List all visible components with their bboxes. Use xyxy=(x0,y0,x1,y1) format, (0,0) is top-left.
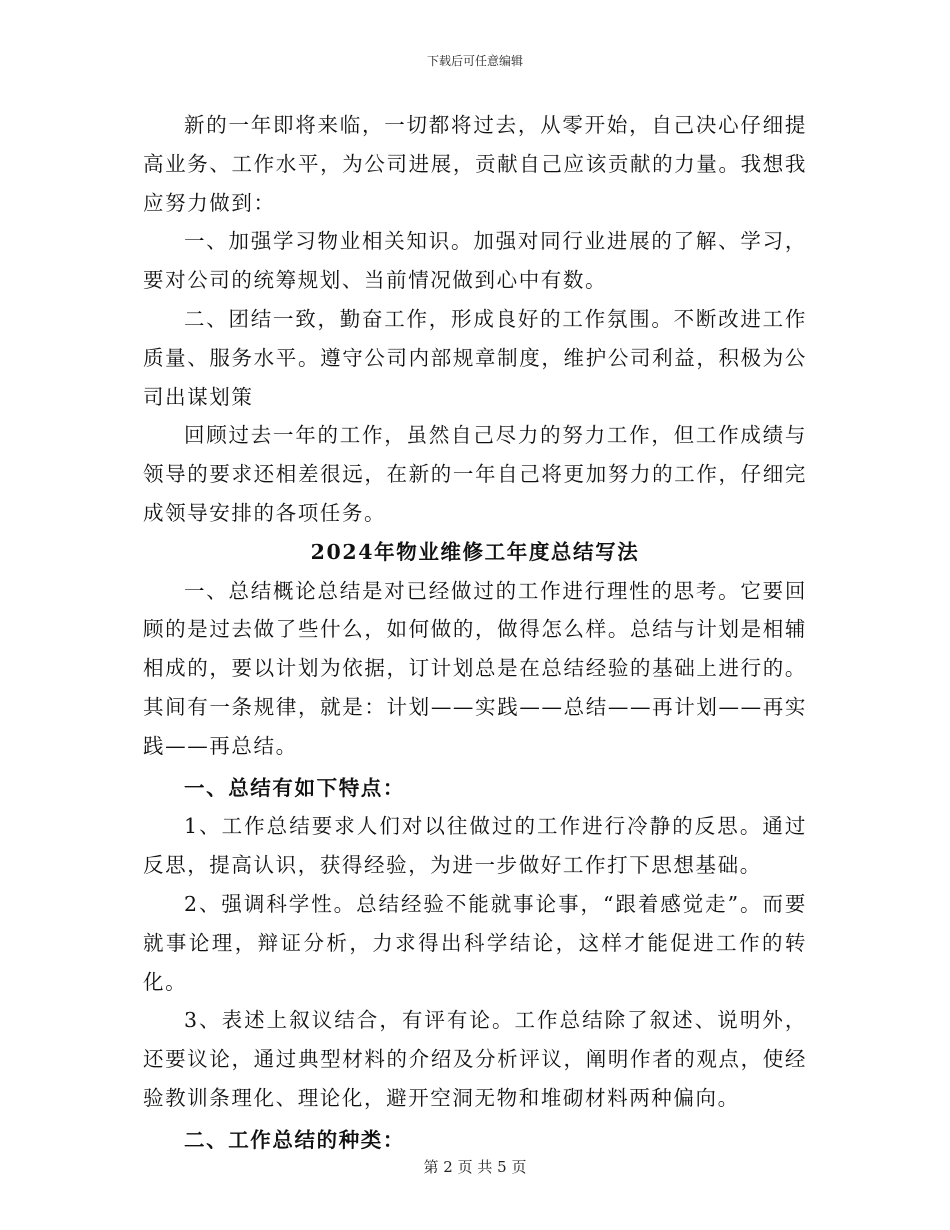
heading-summary-types: 二、工作总结的种类： xyxy=(184,1127,405,1152)
paragraph-characteristic-3: 3、表述上叙议结合，有评有论。工作总结除了叙述、说明外，还要议论，通过典型材料的介绍及分析评议，阐明作者的观点，使经验教训条理化、理论化，避开空洞无物和堆砌材料两种偏向。 xyxy=(143,1008,807,1110)
paragraph-review: 回顾过去一年的工作，虽然自己尽力的努力工作，但工作成绩与领导的要求还相差很远，在新的一年自己将更加努力的工作，仔细完成领导安排的各项任务。 xyxy=(143,423,807,525)
paragraph-characteristic-2: 2、强调科学性。总结经验不能就事论事，“跟着感觉走”。而要就事论理，辩证分析，力求得出科学结论，这样才能促进工作的转化。 xyxy=(143,891,807,994)
document-body xyxy=(143,106,807,1160)
section-title: 2024年物业维修工年度总结写法 xyxy=(310,539,640,564)
page-header: 下载后可任意编辑 xyxy=(426,54,523,68)
paragraph-goal-1: 一、加强学习物业相关知识。加强对同行业进展的了解、学习，要对公司的统筹规划、当前情况做到心中有数。 xyxy=(143,229,807,293)
paragraph-goal-2: 二、团结一致，勤奋工作，形成良好的工作氛围。不断改进工作质量、服务水平。遵守公司内部规章制度，维护公司利益，积极为公司出谋划策 xyxy=(143,306,807,409)
paragraph-characteristic-1: 1、工作总结要求人们对以往做过的工作进行冷静的反思。通过反思，提高认识，获得经验，为进一步做好工作打下思想基础。 xyxy=(143,814,807,878)
heading-characteristics: 一、总结有如下特点： xyxy=(184,775,405,800)
paragraph-resolution-intro: 新的一年即将来临，一切都将过去，从零开始，自己决心仔细提高业务、工作水平，为公司进展，贡献自己应该贡献的力量。我想我应努力做到： xyxy=(143,113,807,215)
paragraph-summary-overview: 一、总结概论总结是对已经做过的工作进行理性的思考。它要回顾的是过去做了些什么，如何做的，做得怎么样。总结与计划是相辅相成的，要以计划为依据，订计划总是在总结经验的基础上进行的。其间有一条规律，就是：计划——实践——总结——再计划——再实践——再总结。 xyxy=(143,578,807,758)
page-number: 第 2 页 共 5 页 xyxy=(423,1158,527,1176)
